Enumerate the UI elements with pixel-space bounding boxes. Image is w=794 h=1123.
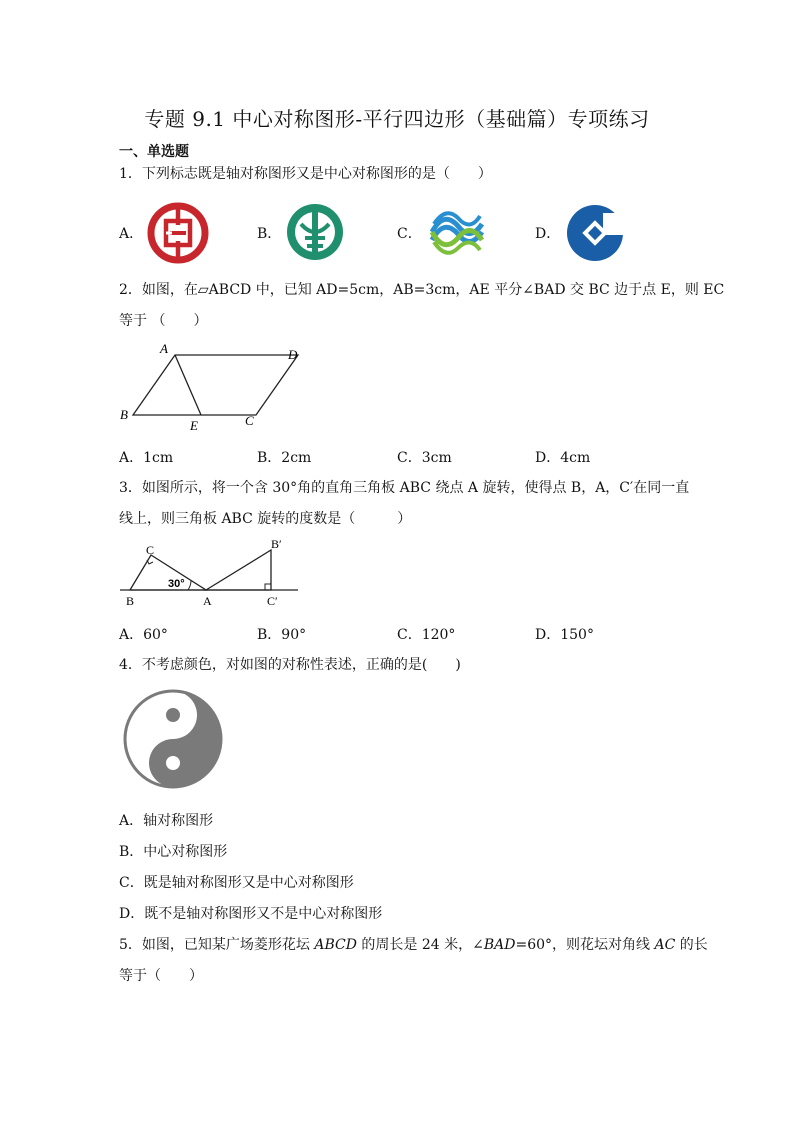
- abc-bank-logo-icon: [285, 202, 345, 262]
- question-1-text: 1．下列标志既是轴对称图形又是中心对称图形的是（ ）: [119, 166, 492, 182]
- q3-label-b: B: [126, 594, 135, 608]
- q3-angle-label: 30°: [168, 578, 185, 590]
- q1-option-a-label: A．: [119, 226, 144, 242]
- q2-label-c: C: [245, 413, 254, 428]
- section-heading: 一、单选题: [119, 144, 189, 160]
- q5-text-part: 的长: [675, 937, 708, 953]
- q2-option-b: B．2cm: [257, 450, 312, 466]
- q2-label-d: D: [288, 347, 298, 362]
- q3-option-d: D．150°: [535, 627, 594, 643]
- question-5-line-2: 等于（ ）: [119, 968, 203, 984]
- q5-bad: BAD: [483, 937, 516, 953]
- parallelogram-figure: [118, 340, 318, 435]
- q3-label-c-prime: C′: [267, 594, 278, 608]
- q3-option-b: B．90°: [257, 627, 307, 643]
- q4-option-c: C．既是轴对称图形又是中心对称图形: [119, 875, 354, 891]
- q2-label-b: B: [120, 407, 128, 422]
- question-3-line-1: 3．如图所示，将一个含 30°角的直角三角板 ABC 绕点 A 旋转，使得点 B，A，C′在同一直: [119, 480, 690, 496]
- icbc-logo-icon: [146, 203, 210, 263]
- q5-text-part: 5．如图，已知某广场菱形花坛: [119, 937, 315, 953]
- question-4-text: 4．不考虑颜色，对如图的对称性表述，正确的是( ): [119, 657, 461, 673]
- question-2-line-2: 等于 （ ）: [119, 313, 208, 329]
- question-3-line-2: 线上，则三角板 ABC 旋转的度数是（ ）: [119, 511, 412, 527]
- q5-text-part: =60°，则花坛对角线: [515, 937, 655, 953]
- q5-abcd: ABCD: [314, 937, 357, 953]
- q5-ac: AC: [654, 937, 676, 953]
- q1-option-b-label: B．: [257, 226, 282, 242]
- q3-option-c: C．120°: [397, 627, 456, 643]
- q5-text-part: 的周长是 24 米，∠: [356, 937, 484, 953]
- q3-option-a: A．60°: [119, 627, 168, 643]
- q4-option-a: A．轴对称图形: [119, 813, 214, 829]
- q1-option-c-label: C．: [397, 226, 422, 242]
- q2-option-c: C．3cm: [397, 450, 452, 466]
- question-2-line-1: 2．如图，在▱ABCD 中，已知 AD=5cm，AB=3cm，AE 平分∠BAD 交 BC 边于点 E，则 EC: [119, 282, 725, 298]
- q2-option-a: A．1cm: [119, 450, 174, 466]
- q1-option-d-label: D．: [535, 226, 561, 242]
- q4-option-b: B．中心对称图形: [119, 844, 228, 860]
- page-title: 专题 9.1 中心对称图形-平行四边形（基础篇）专项练习: [144, 107, 650, 131]
- question-5-line-1: [119, 935, 708, 955]
- q3-label-c: C: [146, 543, 155, 557]
- ccb-logo-icon: [565, 203, 625, 263]
- q3-label-b-prime: B′: [271, 537, 282, 551]
- q2-label-e: E: [190, 418, 198, 433]
- q3-label-a: A: [203, 594, 212, 608]
- q2-option-d: D．4cm: [535, 450, 591, 466]
- taiji-figure: [122, 688, 224, 790]
- q2-label-a: A: [160, 341, 168, 356]
- q4-option-d: D．既不是轴对称图形又不是中心对称图形: [119, 906, 383, 922]
- china-mobile-logo-icon: [426, 202, 486, 262]
- rotated-triangle-figure: [118, 535, 303, 610]
